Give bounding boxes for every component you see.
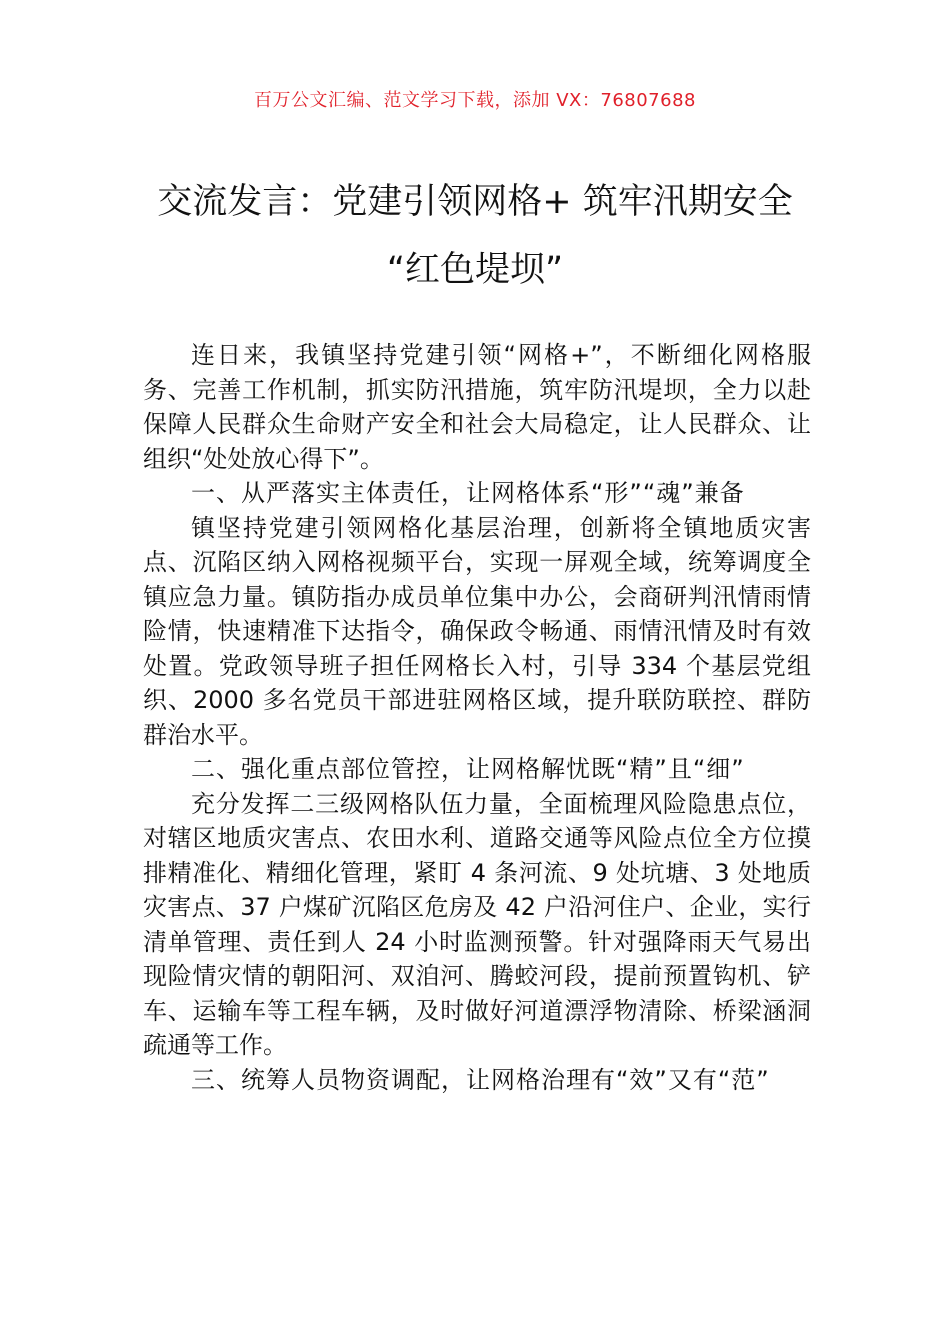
document-title-line-2: “红色堤坝” xyxy=(386,250,564,290)
intro-paragraph: 连日来，我镇坚持党建引领“网格+”，不断细化网格服务、完善工作机制，抓实防汛措施，筑牢防汛堤坝，全力以赴保障人民群众生命财产安全和社会大局稳定，让人民群众、让组织“处处放心得下”。 xyxy=(143,341,811,473)
document-body xyxy=(143,338,811,1097)
document-title-line-1: 交流发言：党建引领网格+ 筑牢汛期安全 xyxy=(157,182,793,222)
section-paragraph-2: 充分发挥二三级网格队伍力量，全面梳理风险隐患点位，对辖区地质灾害点、农田水利、道路交通等风险点位全方位摸排精准化、精细化管理，紧盯 4 条河流、9 处坑塘、3 处地质灾害点、37 户煤矿沉陷区危房及 42 户沿河住户、企业，实行清单管理、责任到人 24 小时监测预警。针对强降雨天气易出现险情灾情的朝阳河、双洎河、腾蛟河段，提前预置钩机、铲车、运输车等工程车辆，及时做好河道漂浮物清除、桥梁涵洞疏通等工作。 xyxy=(143,789,811,1059)
section-heading-3: 三、统筹人员物资调配，让网格治理有“效”又有“范” xyxy=(191,1065,770,1094)
section-paragraph-1: 镇坚持党建引领网格化基层治理，创新将全镇地质灾害点、沉陷区纳入网格视频平台，实现一屏观全域，统筹调度全镇应急力量。镇防指办成员单位集中办公，会商研判汛情雨情险情，快速精准下达指令，确保政令畅通、雨情汛情及时有效处置。党政领导班子担任网格长入村，引导 334 个基层党组织、2000 多名党员干部进驻网格区域，提升联防联控、群防群治水平。 xyxy=(143,513,811,749)
section-heading-1: 一、从严落实主体责任，让网格体系“形”“魂”兼备 xyxy=(191,479,745,507)
header-watermark-note: 百万公文汇编、范文学习下载，添加 VX：76807688 xyxy=(254,90,696,111)
section-heading-2: 二、强化重点部位管控，让网格解忧既“精”且“细” xyxy=(191,755,745,783)
